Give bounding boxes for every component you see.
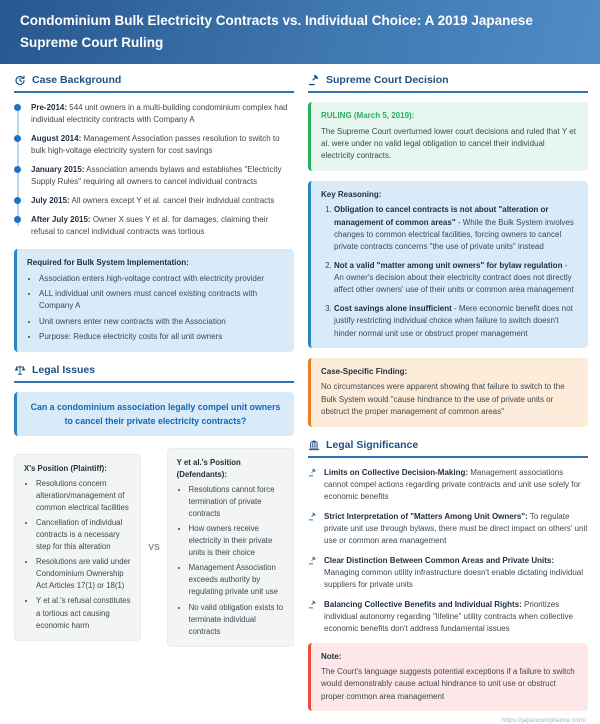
timeline-text: All owners except Y et al. cancel their individual contracts [69,196,275,206]
timeline-item [31,102,294,126]
section-title-text: Legal Significance [326,438,419,451]
gavel-icon [308,74,320,86]
x-position-title: X's Position (Plaintiff): [24,463,107,473]
vs-label: VS [148,542,160,553]
bank-icon [308,439,320,451]
significance-item-bold: Clear Distinction Between Common Areas and Private Units: [324,555,554,565]
timeline-item [31,195,294,207]
timeline-label: August 2014: [31,134,82,144]
reasoning-item-text: - Mere economic benefit does not justify restricting individual choice when failure to switch doesn't hinder normal unit use or obstruct proper management [334,303,573,338]
significance-list [308,467,588,635]
case-finding-title: Case-Specific Finding: [321,367,408,377]
section-legal-significance [308,439,588,458]
timeline-item [31,164,294,188]
case-finding-text: No circumstances were apparent showing that failure to switch to the Bulk System would "cause hindrance to the use of private units or obstruct the proper management of common areas" [321,382,565,417]
x-position-box [14,454,141,641]
timeline-label: January 2015: [31,165,85,175]
reasoning-item [334,204,578,254]
case-finding-box [308,358,588,427]
timeline-item [31,133,294,157]
note-box [308,643,588,712]
note-text: The Court's language suggests potential exceptions if a failure to switch would demonstrably cause actual hindrance to unit use or obstruct proper common area management [321,667,575,701]
reasoning-item-bold: Obligation to cancel contracts is not about "alteration or management of common areas" [334,205,549,227]
reasoning-item [334,260,578,297]
x-position-item: • Resolutions are valid under Condominium Ownership Act Articles 17(1) or 18(1) [36,556,131,592]
significance-item-text: To regulate private unit use through bylaws, there must be direct impact on others' unit use or common area management [324,511,588,545]
section-legal-issues [14,364,294,383]
ruling-box [308,102,588,171]
timeline-label: Pre-2014: [31,103,68,113]
gavel-bullet-icon [308,556,317,591]
reasoning-item-bold: Cost savings alone insufficient [334,303,452,313]
x-position-item: • Cancellation of individual contracts is a necessary step for this alteration [36,517,131,553]
header-banner [0,0,600,64]
timeline [14,102,294,238]
ruling-text: The Supreme Court overturned lower court decisions and ruled that Y et al. were under no valid legal obligation to cancel their individual electricity contracts. [321,126,576,161]
key-reasoning-title: Key Reasoning: [321,189,382,199]
note-title: Note: [321,651,342,661]
question-box [14,392,294,436]
required-item: • Unit owners enter new contracts with the Association [39,316,284,328]
significance-item-bold: Balancing Collective Benefits and Individual Rights: [324,599,522,609]
significance-item-text: Managing common utility infrastructure doesn't enable dictating individual suppliers for private units [324,567,584,589]
gavel-bullet-icon [308,468,317,503]
timeline-item [31,214,294,238]
y-position-item: • How owners receive electricity in their private units is their choice [189,523,284,559]
gavel-bullet-icon [308,600,317,635]
reasoning-item-text: - An owner's decision about their electricity contract does not directly affect other owners' use of their units or common area management [334,260,574,295]
required-box-title: Required for Bulk System Implementation: [27,258,189,268]
ruling-label: RULING (March 5, 2019): [321,111,415,121]
timeline-text: 544 unit owners in a multi-building condominium complex had individual electricity contracts with Company A [31,103,288,125]
required-item: • Association enters high-voltage contract with electricity provider [39,273,284,285]
required-item: • ALL individual unit owners must cancel existing contracts with Company A [39,288,284,313]
footer-link[interactable]: https://japancompliance.com/ [501,717,586,724]
timeline-text: Owner X sues Y et al. for damages, claiming their refusal to cancel individual contracts was tortious [31,215,269,237]
significance-item-text: Management associations cannot compel actions regarding private contracts and unit use solely for economic benefits [324,467,581,501]
significance-item [308,511,588,547]
required-item: • Purpose: Reduce electricity costs for all unit owners [39,331,284,343]
scales-icon [14,364,26,376]
timeline-text: Association amends bylaws and establishes "Electricity Supply Rules" requiring all owners to cancel individual contracts [31,165,282,187]
timeline-label: After July 2015: [31,215,91,225]
page-title: Condominium Bulk Electricity Contracts vs. Individual Choice: A 2019 Japanese Supreme Court Ruling [20,13,533,50]
y-position-title: Y et al.'s Position (Defendants): [176,457,241,479]
y-position-item: • No valid obligation exists to terminate individual contracts [189,602,284,638]
significance-item-text: Prioritizes individual autonomy regarding "lifeline" utility contracts when collective economic benefits don't address fundamental issues [324,599,573,633]
content-columns [0,64,600,724]
y-position-item: • Resolutions cannot force termination of private contracts [189,484,284,520]
positions-row [14,448,294,647]
significance-item-bold: Strict Interpretation of "Matters Among Unit Owners": [324,511,528,521]
key-reasoning-box [308,181,588,348]
timeline-text: Management Association passes resolution to switch to bulk high-voltage electricity system for cost savings [31,134,280,156]
section-title-text: Supreme Court Decision [326,74,449,87]
reasoning-item [334,303,578,340]
timeline-label: July 2015: [31,196,70,206]
question-text: Can a condominium association legally compel unit owners to cancel their private electricity contracts? [30,401,281,426]
y-position-box [167,448,294,647]
history-icon [14,74,26,86]
section-supreme-court [308,74,588,93]
right-column [308,74,588,724]
gavel-bullet-icon [308,512,317,547]
reasoning-item-bold: Not a valid "matter among unit owners" for bylaw regulation [334,260,563,270]
footer [308,711,588,724]
reasoning-item-text: - While the Bulk System involves changes to common electrical facilities, forcing owners to cancel private contracts concerns "the use of private units" instead [334,217,574,252]
required-box [14,249,294,351]
significance-item [308,555,588,591]
section-title-text: Legal Issues [32,363,96,376]
significance-item-bold: Limits on Collective Decision-Making: [324,467,469,477]
x-position-item: • Resolutions concern alteration/management of common electrical facilities [36,478,131,514]
section-case-background [14,74,294,93]
section-title-text: Case Background [32,74,122,87]
x-position-item: • Y et al.'s refusal constitutes a tortious act causing economic harm [36,595,131,631]
significance-item [308,599,588,635]
y-position-item: • Management Association exceeds authority by regulating private unit use [189,562,284,598]
left-column [14,74,294,724]
significance-item [308,467,588,503]
